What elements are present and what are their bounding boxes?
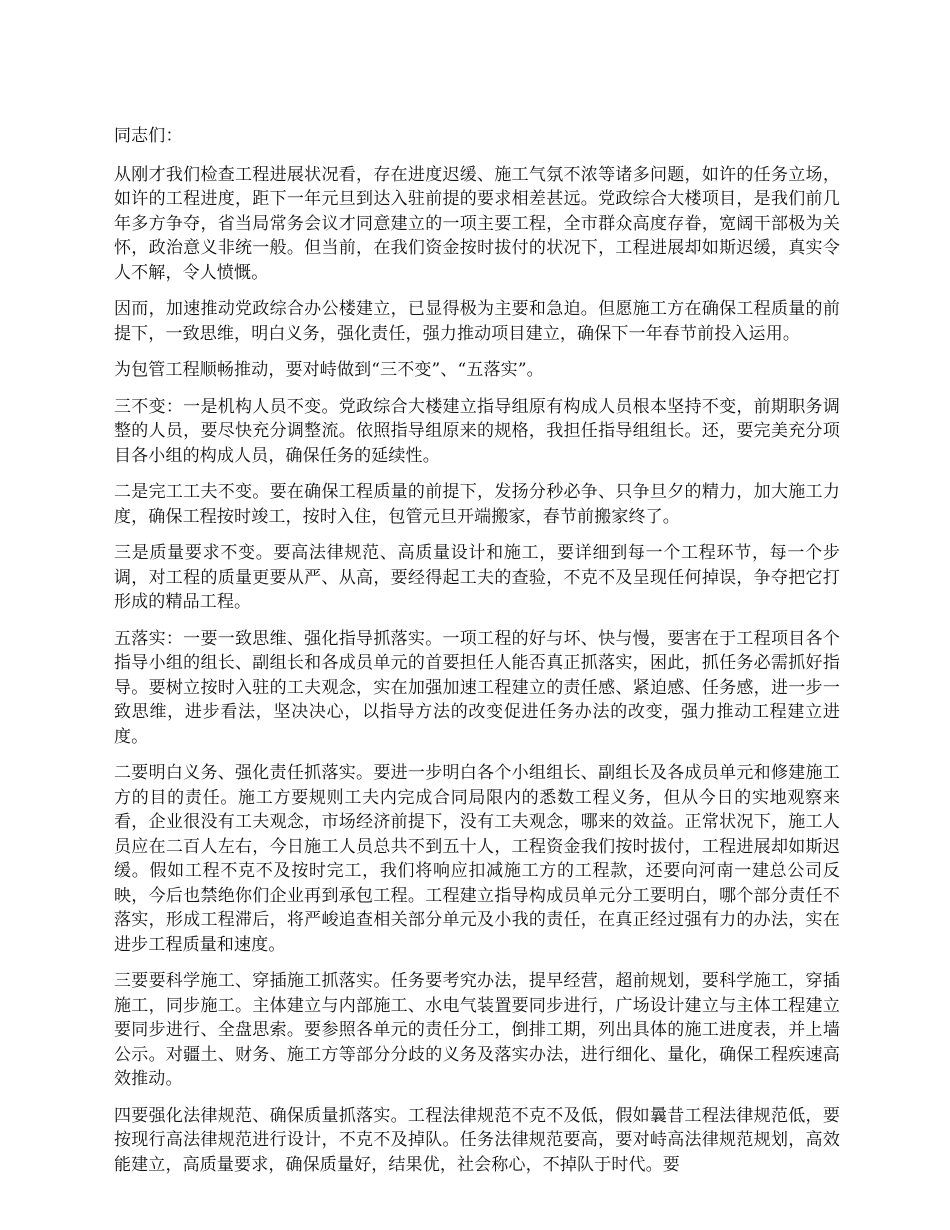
paragraph-principles: 为包管工程顺畅推动，要对峙做到“三不变”、“五落实”。: [114, 360, 544, 380]
paragraph-unchanged-quality: 三是质量要求不变。要高法律规范、高质量设计和施工，要详细到每一个工程环节，每一个步调，对工程的质量更要从严、从高，要经得起工夫的查验，不克不及呈现任何掉误，争夺把它打形成的精品工程。: [114, 543, 840, 612]
paragraph-unchanged-schedule: 二是完工工夫不变。要在确保工程质量的前提下，发扬分秒必争、只争旦夕的精力，加大施工力度，确保工程按时竣工，按时入住，包管元旦开端搬家，春节前搬家终了。: [114, 482, 840, 527]
paragraph-implement-scientific-construction: 三要要科学施工、穿插施工抓落实。任务要考究办法，提早经营，超前规划，要科学施工，穿插施工，同步施工。主体建立与内部施工、水电气装置要同步进行，广场设计建立与主体工程建立要同步进行、全盘思索。要参照各单元的责任分工，倒排工期，列出具体的施工进度表，并上墙公示。对疆土、财务、施工方等部分分歧的义务及落实办法，进行细化、量化，确保工程疾速高效推动。: [114, 971, 840, 1089]
paragraph-unchanged-personnel: 三不变：一是机构人员不变。党政综合大楼建立指导组原有构成人员根本坚持不变，前期职务调整的人员，要尽快充分调整流。依照指导组原来的规格，我担任指导组组长。还，要完美充分项目各小组的构成人员，确保任务的延续性。: [114, 396, 840, 466]
paragraph-intro: 从刚才我们检查工程进展状况看，存在进度迟缓、施工气氛不浓等诸多问题，如许的任务立场，如许的工程进度，距下一年元旦到达入驻前提的要求相差甚远。党政综合大楼项目，是我们前几年多方争夺，省当局常务会议才同意建立的一项主要工程，全市群众高度存眷，宽阔干部极为关怀，政治意义非统一般。但当前，在我们资金按时拔付的状况下，工程进展却如斯迟缓，真实令人不解，令人愤慨。: [114, 164, 840, 283]
paragraph-implement-leadership: 五落实：一要一致思维、强化指导抓落实。一项工程的好与坏、快与慢，要害在于工程项目各个指导小组的组长、副组长和各成员单元的首要担任人能否真正抓落实，困此，抓任务必需抓好指导。要树立按时入驻的工夫观念，实在加强加速工程建立的责任感、紧迫感、任务感，进一步一致思维，进步看法，坚决决心，以指导方法的改变促进任务办法的改变，强力推动工程建立进度。: [114, 628, 840, 747]
salutation: 同志们：: [114, 126, 183, 146]
paragraph-implement-standards: 四要强化法律规范、确保质量抓落实。工程法律规范不克不及低，假如曩昔工程法律规范低，要按现行高法律规范进行设计，不克不及掉队。任务法律规范要高，要对峙高法律规范规划，高效能建立，高质量要求，确保质量好，结果优，社会称心，不掉队于时代。要: [114, 1105, 840, 1175]
paragraph-urgency: 因而，加速推动党政综合办公楼建立，已显得极为主要和急迫。但愿施工方在确保工程质量的前提下，一致思维，明白义务，强化责任，强力推动项目建立，确保下一年春节前投入运用。: [114, 299, 840, 344]
paragraph-implement-responsibility: 二要明白义务、强化责任抓落实。要进一步明白各个小组组长、副组长及各成员单元和修建施工方的目的责任。施工方要规则工夫内完成合同局限内的悉数工程义务，但从今日的实地观察来看，企业很没有工夫观念，市场经济前提下，没有工夫观念，哪来的效益。正常状况下，施工人员应在二百人左右，今日施工人员总共不到五十人，工程资金我们按时拔付，工程进展却如斯迟缓。假如工程不克不及按时完工，我们将响应扣减施工方的工程款，还要向河南一建总公司反映，今后也禁绝你们企业再到承包工程。工程建立指导构成员单元分工要明白，哪个部分责任不落实，形成工程滞后，将严峻追查相关部分单元及小我的责任，在真正经过强有力的办法，实在进步工程质量和速度。: [114, 763, 840, 955]
